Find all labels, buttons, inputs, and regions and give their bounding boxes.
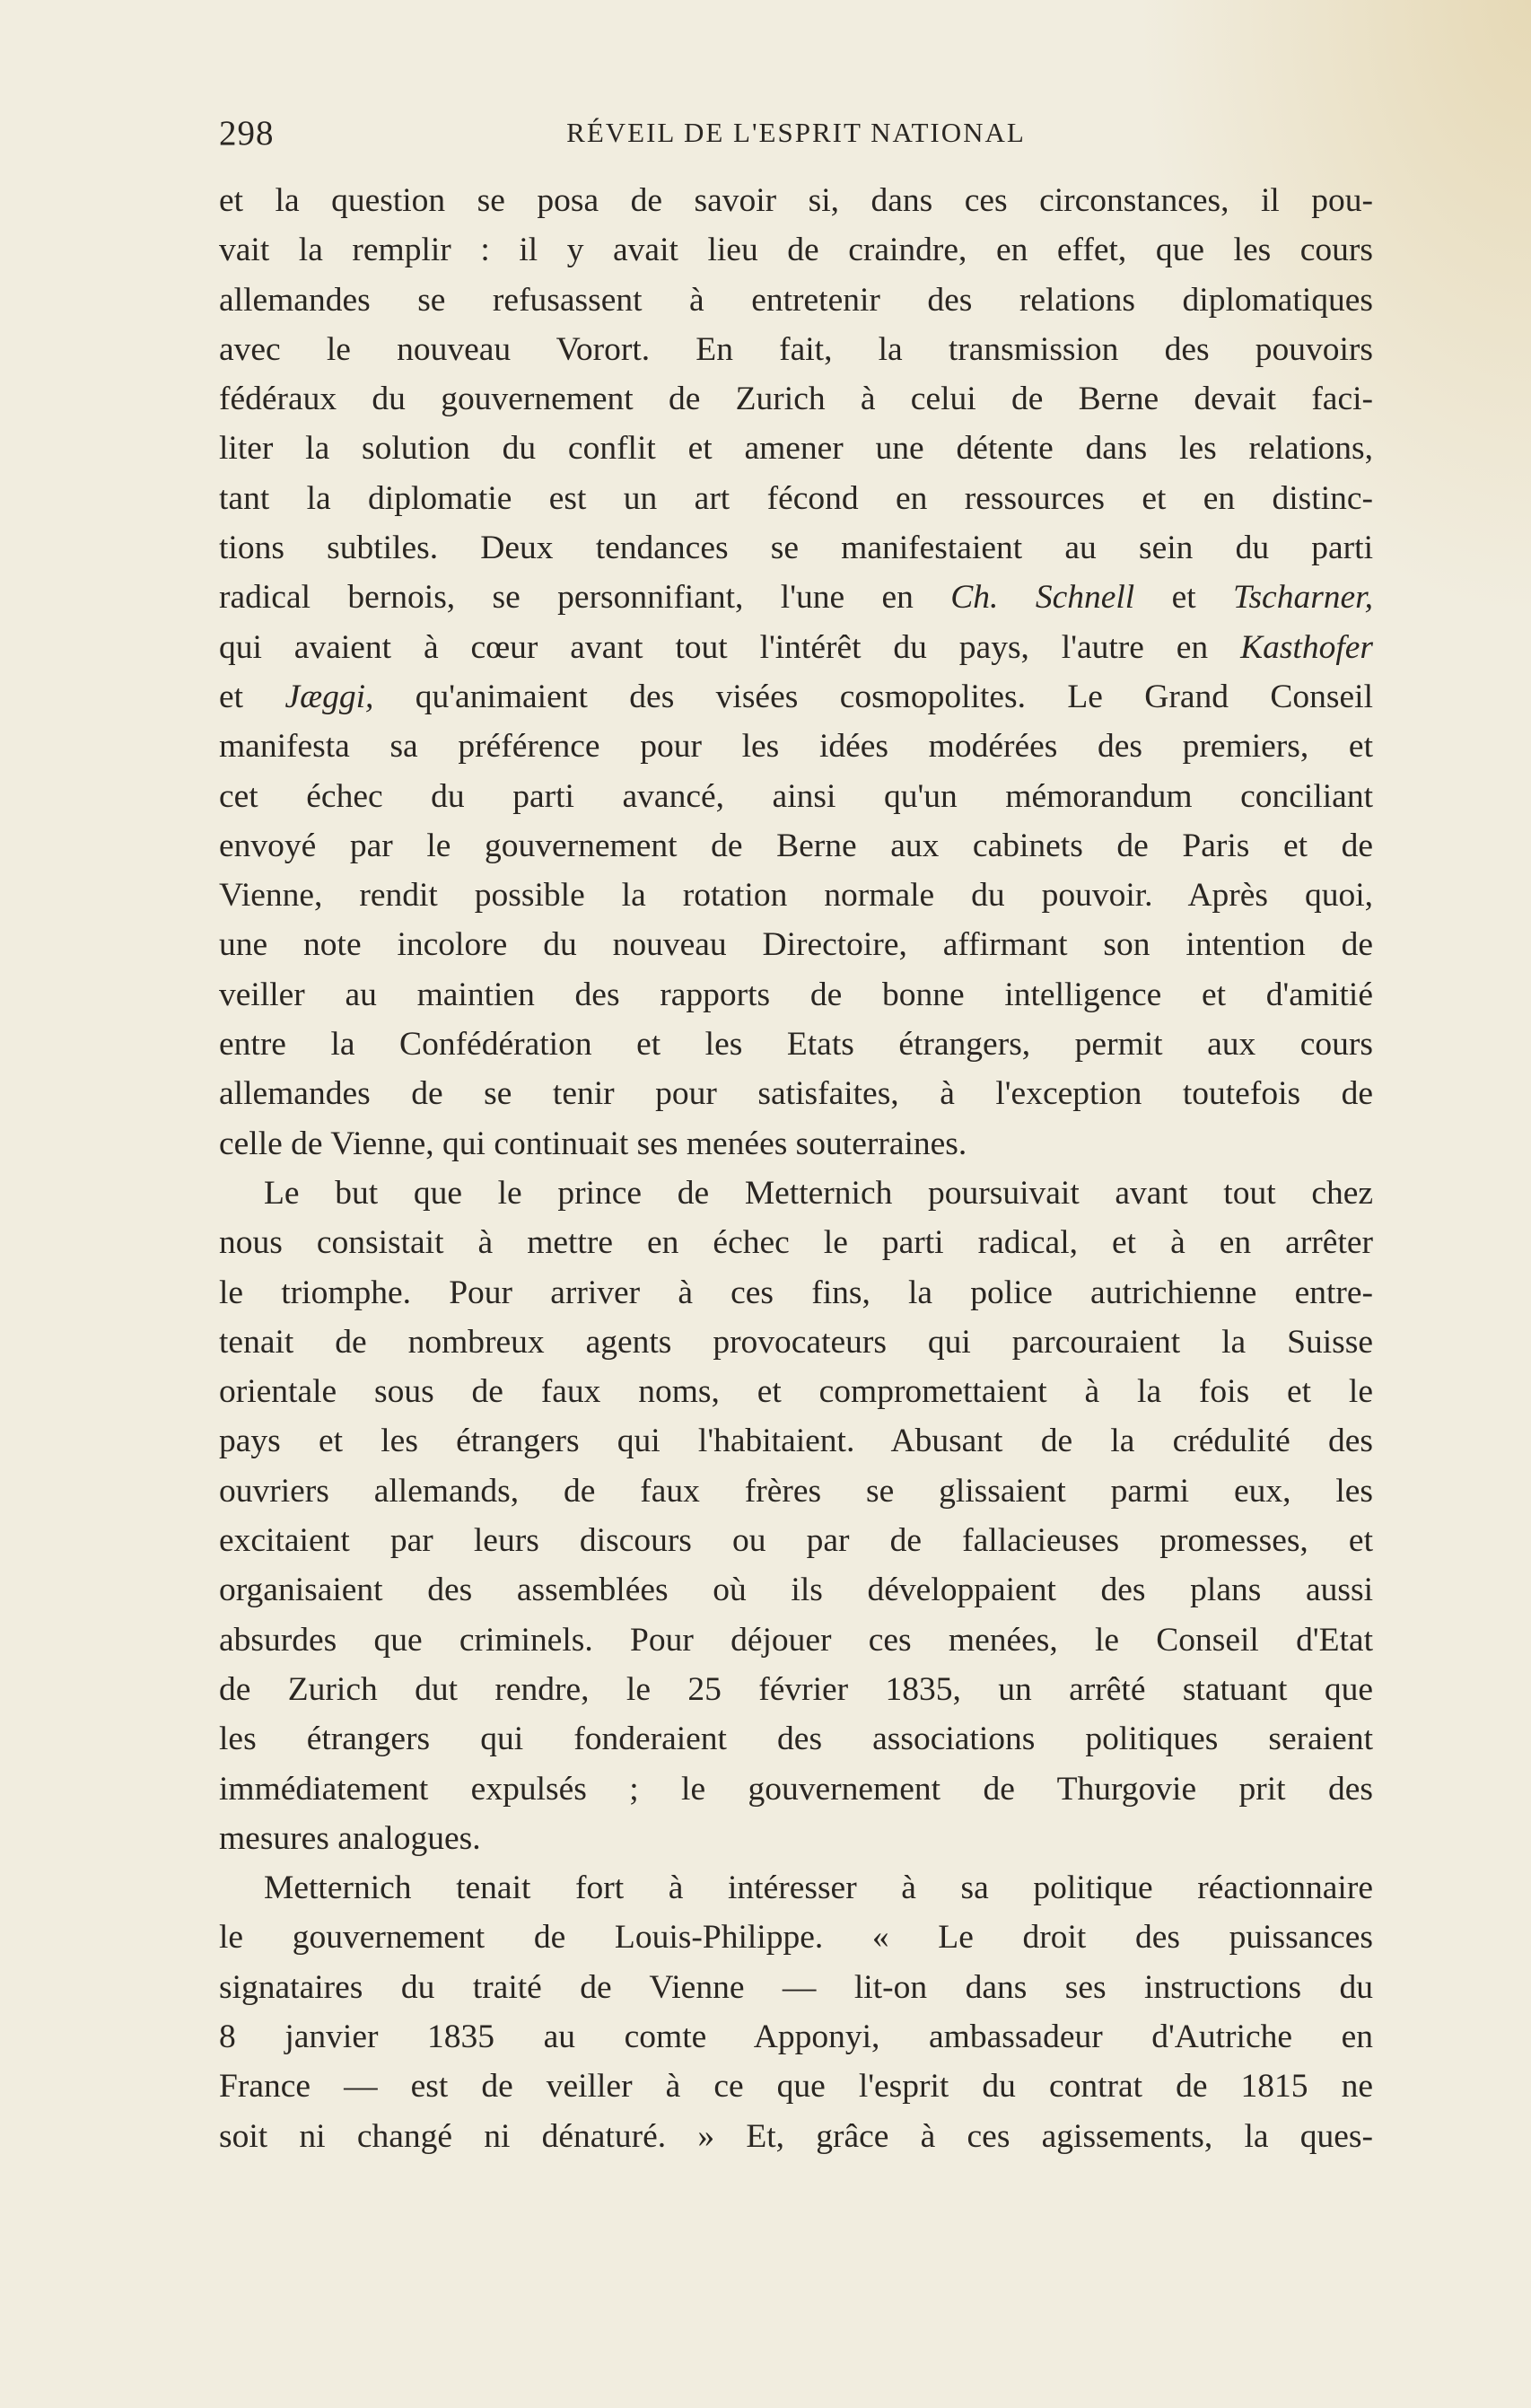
text-line: entre la Confédération et les Etats étrangers, permit aux cours — [219, 1026, 1373, 1064]
name-schnell: Ch. Schnell — [950, 579, 1135, 617]
text-line: orientale sous de faux noms, et compromettaient à la fois et le — [219, 1373, 1373, 1411]
text-line: Vienne, rendit possible la rotation normale du pouvoir. Après quoi, — [219, 877, 1373, 915]
text-line — [219, 623, 1373, 672]
text-line: 8 janvier 1835 au comte Apponyi, ambassadeur d'Autriche en — [219, 2018, 1373, 2055]
text-line: absurdes que criminels. Pour déjouer ces menées, le Conseil d'Etat — [219, 1621, 1373, 1659]
text-line: le triomphe. Pour arriver à ces fins, la police autrichienne entre- — [219, 1274, 1373, 1311]
text-run: qu'animaient des visées cosmopolites. Le Grand Conseil — [373, 678, 1373, 715]
text-line: les étrangers qui fonderaient des associations politiques seraient — [219, 1721, 1373, 1758]
text-line: Le but que le prince de Metternich poursuivait avant tout chez — [264, 1174, 1373, 1212]
text-line: soit ni changé ni dénaturé. » Et, grâce à ces agissements, la ques- — [219, 2117, 1373, 2155]
text-line: liter la solution du conflit et amener une détente dans les relations, — [219, 430, 1373, 468]
text-run: radical bernois, se personnifiant, l'une en — [219, 579, 951, 617]
page-number: 298 — [219, 114, 275, 153]
text-line — [219, 672, 1373, 722]
text-line: avec le nouveau Vorort. En fait, la transmission des pouvoirs — [219, 330, 1373, 368]
running-head — [219, 106, 1373, 160]
text-line: excitaient par leurs discours ou par de fallacieuses promesses, et — [219, 1522, 1373, 1560]
text-line: nous consistait à mettre en échec le parti radical, et à en arrêter — [219, 1224, 1373, 1262]
name-kasthofer: Kasthofer — [1240, 628, 1373, 666]
text-line: envoyé par le gouvernement de Berne aux cabinets de Paris et de — [219, 827, 1373, 864]
text-line: immédiatement expulsés ; le gouvernement de Thurgovie prit des — [219, 1770, 1373, 1808]
text-line: une note incolore du nouveau Directoire, affirmant son intention de — [219, 926, 1373, 964]
text-run: qui avaient à cœur avant tout l'intérêt du pays, l'autre en — [219, 628, 1241, 666]
name-tscharner: Tscharner, — [1233, 579, 1373, 617]
text-run: et — [219, 678, 285, 715]
text-line: signataires du traité de Vienne — lit-on dans ses instructions du — [219, 1968, 1373, 2006]
text-line: ouvriers allemands, de faux frères se glissaient parmi eux, les — [219, 1472, 1373, 1510]
text-line: et la question se posa de savoir si, dans ces circonstances, il pou- — [219, 182, 1373, 219]
text-line: cet échec du parti avancé, ainsi qu'un mémorandum conciliant — [219, 777, 1373, 815]
text-line: allemandes se refusassent à entretenir des relations diplomatiques — [219, 281, 1373, 319]
text-line — [219, 573, 1373, 622]
name-jaeggi: Jæggi, — [284, 678, 374, 715]
text-line: veiller au maintien des rapports de bonne intelligence et d'amitié — [219, 976, 1373, 1013]
text-line: Metternich tenait fort à intéresser à sa politique réactionnaire — [264, 1869, 1373, 1907]
text-line: allemandes de se tenir pour satisfaites, à l'exception toutefois de — [219, 1075, 1373, 1113]
body-text — [219, 176, 1373, 2161]
text-line: de Zurich dut rendre, le 25 février 1835, un arrêté statuant que — [219, 1670, 1373, 1708]
text-line: vait la remplir : il y avait lieu de craindre, en effet, que les cours — [219, 232, 1373, 269]
text-line: tant la diplomatie est un art fécond en ressources et en distinc- — [219, 479, 1373, 517]
text-line: France — est de veiller à ce que l'esprit du contrat de 1815 ne — [219, 2068, 1373, 2106]
text-line: pays et les étrangers qui l'habitaient. Abusant de la crédulité des — [219, 1423, 1373, 1460]
running-title: RÉVEIL DE L'ESPRIT NATIONAL — [566, 117, 1026, 148]
text-line: le gouvernement de Louis-Philippe. « Le droit des puissances — [219, 1919, 1373, 1957]
text-line: organisaient des assemblées où ils développaient des plans aussi — [219, 1572, 1373, 1609]
text-line: tenait de nombreux agents provocateurs qui parcouraient la Suisse — [219, 1323, 1373, 1361]
text-run: et — [1134, 579, 1234, 617]
text-line: manifesta sa préférence pour les idées modérées des premiers, et — [219, 728, 1373, 766]
text-line: mesures analogues. — [219, 1819, 481, 1857]
text-line: celle de Vienne, qui continuait ses menées souterraines. — [219, 1125, 967, 1162]
text-line: fédéraux du gouvernement de Zurich à celui de Berne devait faci- — [219, 381, 1373, 418]
text-line: tions subtiles. Deux tendances se manifestaient au sein du parti — [219, 530, 1373, 567]
